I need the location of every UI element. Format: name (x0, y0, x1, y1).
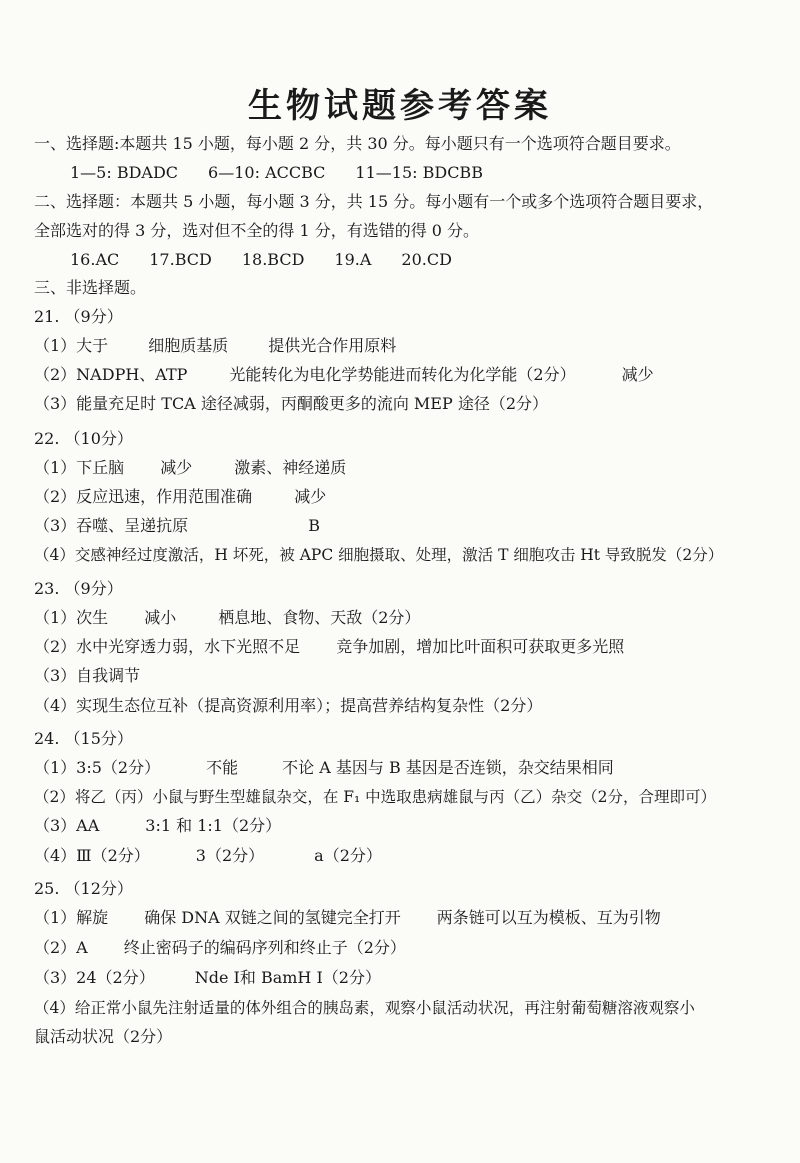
answer-part: a（2分） (314, 846, 382, 865)
q23-answer-2 (34, 636, 774, 658)
q24-answer-3 (34, 815, 774, 837)
q25-answer-2 (34, 937, 774, 959)
answer-group: 17.BCD (149, 250, 212, 269)
answer-part: 终止密码子的编码序列和终止子（2分） (123, 938, 406, 957)
q22-heading: 22. （10分） (34, 429, 133, 448)
q25-heading: 25. （12分） (34, 879, 133, 898)
answer-group: 16.AC (70, 250, 120, 269)
section1-header: 一、选择题:本题共 15 小题，每小题 2 分，共 30 分。每小题只有一个选项符合题目要求。 (34, 134, 681, 153)
answer-group: 1—5: BDADC (70, 163, 179, 182)
q24-answer-4 (34, 845, 774, 867)
q25-answer-1 (34, 907, 774, 929)
answer-part: （1）3:5（2分） (34, 758, 161, 777)
answer-part: 减少 (294, 487, 327, 506)
q21-answer-3: （3）能量充足时 TCA 途径减弱，丙酮酸更多的流向 MEP 途径（2分） (34, 394, 549, 413)
q23-answer-4: （4）实现生态位互补（提高资源利用率）；提高营养结构复杂性（2分） (34, 696, 543, 715)
q23-heading: 23. （9分） (34, 579, 123, 598)
answer-part: （2）A (34, 938, 88, 957)
section2-header-line1: 二、选择题：本题共 5 小题，每小题 3 分，共 15 分。每小题有一个或多个选项符合题目要求， (34, 192, 714, 211)
answer-part: （3）吞噬、呈递抗原 (34, 516, 189, 535)
answer-part: 栖息地、食物、天敌（2分） (218, 608, 421, 627)
answer-part: 减少 (160, 458, 193, 477)
answer-part: 不论 A 基因与 B 基因是否连锁，杂交结果相同 (282, 758, 614, 777)
answer-group: 19.A (334, 250, 372, 269)
q23-answer-3: （3）自我调节 (34, 666, 141, 685)
answer-part: 不能 (206, 758, 239, 777)
answer-part: 3（2分） (195, 846, 265, 865)
q25-answer-3 (34, 967, 774, 989)
q22-answer-2 (34, 486, 774, 508)
answer-part: 3:1 和 1:1（2分） (145, 816, 282, 835)
answer-part: （1）次生 (34, 608, 109, 627)
q24-answer-2: （2）将乙（丙）小鼠与野生型雄鼠杂交，在 F₁ 中选取患病雄鼠与丙（乙）杂交（2分，合理即可） (34, 788, 717, 806)
q25-answer-4: （4）给正常小鼠先注射适量的体外组合的胰岛素，观察小鼠活动状况，再注射葡萄糖溶液观察小 (34, 999, 695, 1017)
answer-part: B (308, 516, 320, 535)
answer-part: （2）NADPH、ATP (34, 365, 188, 384)
answer-part: （1）下丘脑 (34, 458, 125, 477)
q21-heading: 21. （9分） (34, 307, 123, 326)
answer-part: 细胞质基质 (148, 336, 229, 355)
answer-group: 6—10: ACCBC (208, 163, 326, 182)
answer-part: 减小 (144, 608, 177, 627)
q21-answer-2 (34, 364, 774, 386)
answer-part: （1）解旋 (34, 908, 109, 927)
section1-answers (70, 162, 800, 184)
q23-answer-1 (34, 607, 774, 629)
answer-group: 20.CD (401, 250, 452, 269)
q22-answer-4: （4）交感神经过度激活，H 坏死，被 APC 细胞摄取、处理，激活 T 细胞攻击 Ht 导致脱发（2分） (34, 546, 724, 564)
answer-part: 竞争加剧，增加比叶面积可获取更多光照 (336, 637, 625, 656)
answer-part: （4）Ⅲ（2分） (34, 846, 150, 865)
q22-answer-3 (34, 515, 774, 537)
page-title: 生物试题参考答案 (248, 86, 552, 126)
answer-part: 减少 (621, 365, 654, 384)
answer-part: 光能转化为电化学势能进而转化为化学能（2分） (229, 365, 576, 384)
q24-answer-1 (34, 757, 774, 779)
answer-part: 确保 DNA 双链之间的氢键完全打开 (144, 908, 401, 927)
answer-part: （3）24（2分） (34, 968, 155, 987)
answer-group: 18.BCD (241, 250, 305, 269)
answer-group: 11—15: BDCBB (355, 163, 483, 182)
answer-part: 两条链可以互为模板、互为引物 (436, 908, 661, 927)
answer-part: 提供光合作用原料 (268, 336, 397, 355)
answer-part: （1）大于 (34, 336, 109, 355)
q24-heading: 24. （15分） (34, 729, 133, 748)
section3-header: 三、非选择题。 (34, 278, 147, 297)
q25-answer-4-cont: 鼠活动状况（2分） (34, 1027, 173, 1046)
q22-answer-1 (34, 457, 774, 479)
section2-answers (70, 249, 800, 271)
answer-part: （2）水中光穿透力弱，水下光照不足 (34, 637, 301, 656)
q21-answer-1 (34, 335, 774, 357)
answer-part: Nde Ⅰ和 BamH Ⅰ（2分） (194, 968, 381, 987)
answer-part: （2）反应迅速，作用范围准确 (34, 487, 253, 506)
section2-header-line2: 全部选对的得 3 分，选对但不全的得 1 分，有选错的得 0 分。 (34, 221, 480, 240)
answer-part: （3）AA (34, 816, 100, 835)
answer-part: 激素、神经递质 (234, 458, 347, 477)
